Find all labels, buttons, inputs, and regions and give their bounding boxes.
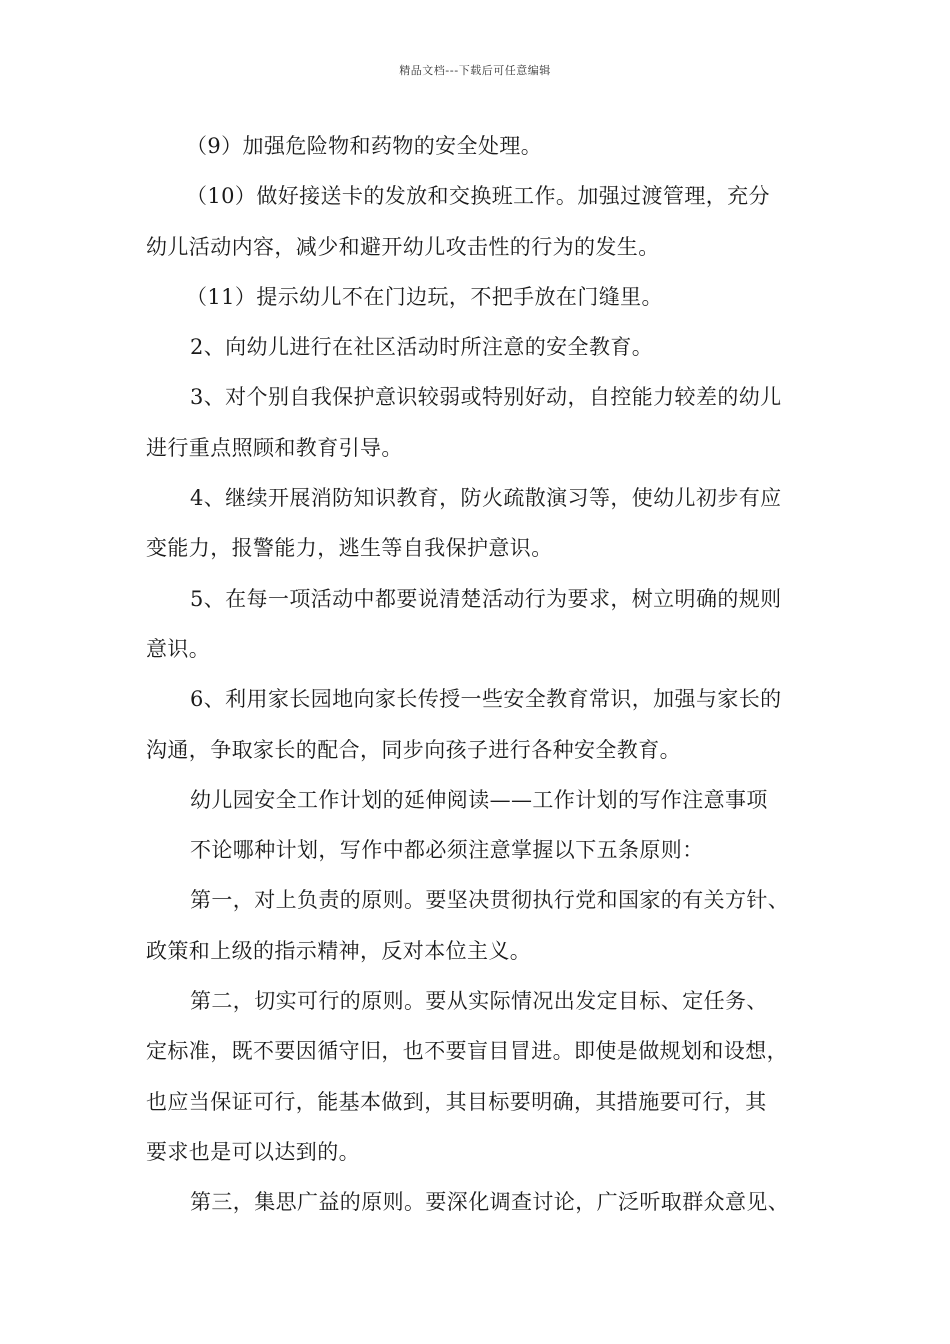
paragraph-line: 定标准，既不要因循守旧，也不要盲目冒进。即使是做规划和设想，: [146, 1039, 788, 1064]
paragraph-line: 2、向幼儿进行在社区活动时所注意的安全教育。: [190, 335, 654, 360]
paragraph-line: 要求也是可以达到的。: [146, 1139, 360, 1164]
paragraph-line: 第一，对上负责的原则。要坚决贯彻执行党和国家的有关方针、: [190, 888, 790, 913]
page-header: 精品文档---下载后可任意编辑: [399, 64, 551, 77]
paragraph-line: 3、对个别自我保护意识较弱或特别好动，自控能力较差的幼儿: [190, 385, 782, 410]
paragraph-line: 也应当保证可行，能基本做到，其目标要明确，其措施要可行，其: [146, 1089, 767, 1114]
paragraph-line: 第二，切实可行的原则。要从实际情况出发定目标、定任务、: [190, 989, 768, 1014]
paragraph-line: 政策和上级的指示精神，反对本位主义。: [146, 938, 532, 963]
paragraph-line: 意识。: [146, 636, 211, 661]
paragraph-line: 5、在每一项活动中都要说清楚活动行为要求，树立明确的规则: [190, 586, 782, 611]
paragraph-line: 变能力，报警能力，逃生等自我保护意识。: [146, 536, 553, 561]
paragraph-line: 沟通，争取家长的配合，同步向孩子进行各种安全教育。: [146, 737, 681, 762]
paragraph-line: 第三，集思广益的原则。要深化调查讨论，广泛听取群众意见、: [190, 1190, 790, 1215]
paragraph-line: （10）做好接送卡的发放和交换班工作。加强过渡管理，充分: [186, 184, 770, 209]
paragraph-line: 不论哪种计划，写作中都必须注意掌握以下五条原则：: [190, 838, 704, 863]
paragraph-line: 幼儿园安全工作计划的延伸阅读——工作计划的写作注意事项: [190, 787, 768, 812]
paragraph-line: （11）提示幼儿不在门边玩，不把手放在门缝里。: [186, 284, 663, 309]
paragraph-line: 4、继续开展消防知识教育，防火疏散演习等，使幼儿初步有应: [190, 486, 782, 511]
paragraph-line: 6、利用家长园地向家长传授一些安全教育常识，加强与家长的: [190, 687, 782, 712]
paragraph-line: （9）加强危险物和药物的安全处理。: [186, 134, 543, 158]
document-body: [146, 133, 826, 1240]
paragraph-line: 幼儿活动内容，减少和避开幼儿攻击性的行为的发生。: [146, 234, 660, 259]
paragraph-line: 进行重点照顾和教育引导。: [146, 435, 403, 460]
